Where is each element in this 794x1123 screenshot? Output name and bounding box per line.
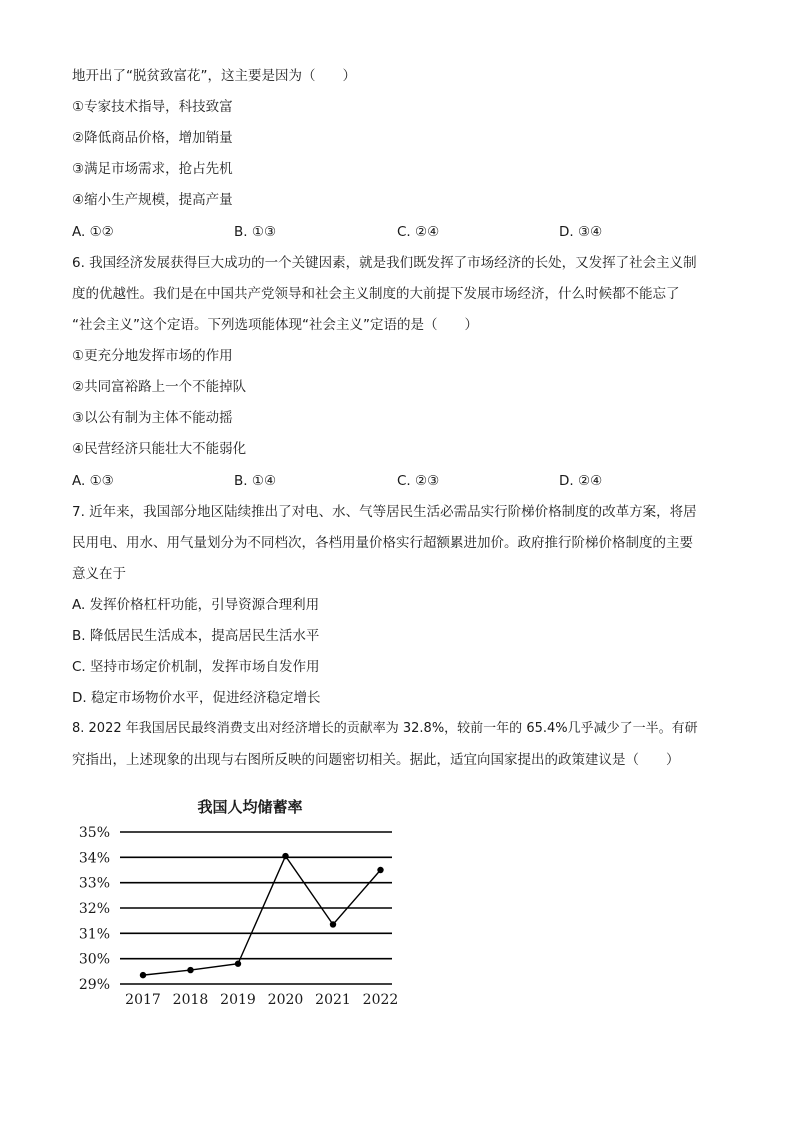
chart-title: 我国人均储蓄率 xyxy=(197,798,303,816)
y-axis-ticks xyxy=(79,825,110,993)
q7-option-b[interactable]: B. 降低居民生活成本，提高居民生活水平 xyxy=(72,628,320,644)
q6-option-a[interactable]: A. ①③ xyxy=(72,473,114,489)
y-tick-label: 29% xyxy=(78,977,110,993)
series-line-layer xyxy=(143,856,381,975)
series-line xyxy=(143,856,381,975)
series-points xyxy=(140,853,384,978)
q7-stem-line-2: 民用电、用水、用气量划分为不同档次，各档用量价格实行超额累进加价。政府推行阶梯价格制度的主要 xyxy=(72,535,693,551)
q5-option-c[interactable]: C. ②④ xyxy=(397,224,440,240)
q5-option-a[interactable]: A. ①② xyxy=(72,224,114,240)
y-tick-label: 34% xyxy=(78,850,110,867)
q6-option-d[interactable]: D. ②④ xyxy=(559,473,603,489)
x-tick-label: 2020 xyxy=(267,992,304,1008)
x-tick-label: 2018 xyxy=(172,992,209,1008)
data-point xyxy=(377,867,383,873)
q5-options xyxy=(72,222,722,242)
q6-stem-line-3: “社会主义”这个定语。下列选项能体现“社会主义”定语的是（ ） xyxy=(72,317,478,333)
q5-item-4: ④缩小生产规模，提高产量 xyxy=(72,192,233,208)
q5-item-1: ①专家技术指导，科技致富 xyxy=(72,99,233,115)
y-tick-label: 32% xyxy=(78,901,110,917)
q5-option-b[interactable]: B. ①③ xyxy=(234,224,277,240)
q5-item-2: ②降低商品价格，增加销量 xyxy=(72,130,233,146)
q6-option-b[interactable]: B. ①④ xyxy=(234,473,277,489)
q6-item-4: ④民营经济只能壮大不能弱化 xyxy=(72,441,247,457)
chart-grid xyxy=(120,832,392,984)
q7-stem-line-3: 意义在于 xyxy=(72,566,126,582)
q5-item-3: ③满足市场需求，抢占先机 xyxy=(72,161,233,177)
q7-option-a[interactable]: A. 发挥价格杠杆功能，引导资源合理利用 xyxy=(72,597,320,613)
q6-item-1: ①更充分地发挥市场的作用 xyxy=(72,348,233,364)
q6-stem-line-2: 度的优越性。我们是在中国共产党领导和社会主义制度的大前提下发展市场经济，什么时候都不能忘了 xyxy=(72,286,680,302)
q8-stem-line-1: 8. 2022 年我国居民最终消费支出对经济增长的贡献率为 32.8%，较前一年的 65.4%几乎减少了一半。有研 xyxy=(72,721,698,736)
q6-option-c[interactable]: C. ②③ xyxy=(397,473,440,489)
y-tick-label: 35% xyxy=(78,825,110,841)
x-axis-ticks xyxy=(125,992,398,1008)
data-point xyxy=(282,853,288,859)
q7-option-d[interactable]: D. 稳定市场物价水平，促进经济稳定增长 xyxy=(72,690,321,706)
y-tick-label: 30% xyxy=(78,951,110,968)
q7-stem-line-1: 7. 近年来，我国部分地区陆续推出了对电、水、气等居民生活必需品实行阶梯价格制度的改革方案，将居 xyxy=(72,504,697,520)
x-tick-label: 2021 xyxy=(315,992,351,1008)
q6-item-3: ③以公有制为主体不能动摇 xyxy=(72,410,233,426)
y-tick-label: 33% xyxy=(78,875,110,892)
data-point xyxy=(330,921,336,927)
data-point xyxy=(187,967,193,973)
q5-stem: 地开出了“脱贫致富花”，这主要是因为（ ） xyxy=(72,68,356,84)
data-point xyxy=(235,961,241,967)
q8-stem-line-2: 究指出，上述现象的出现与右图所反映的问题密切相关。据此，适宜向国家提出的政策建议是（ ） xyxy=(72,752,680,768)
q6-stem-line-1: 6. 我国经济发展获得巨大成功的一个关键因素，就是我们既发挥了市场经济的长处，又发挥了社会主义制 xyxy=(72,255,697,271)
y-tick-label: 31% xyxy=(78,926,110,943)
x-tick-label: 2022 xyxy=(362,992,399,1008)
q5-option-d[interactable]: D. ③④ xyxy=(559,224,603,240)
data-point xyxy=(140,972,146,978)
x-tick-label: 2017 xyxy=(125,992,161,1008)
savings-rate-chart xyxy=(70,790,410,1015)
q6-item-2: ②共同富裕路上一个不能掉队 xyxy=(72,379,247,395)
q7-option-c[interactable]: C. 坚持市场定价机制，发挥市场自发作用 xyxy=(72,659,320,675)
x-tick-label: 2019 xyxy=(220,992,256,1008)
q6-options xyxy=(72,471,722,491)
